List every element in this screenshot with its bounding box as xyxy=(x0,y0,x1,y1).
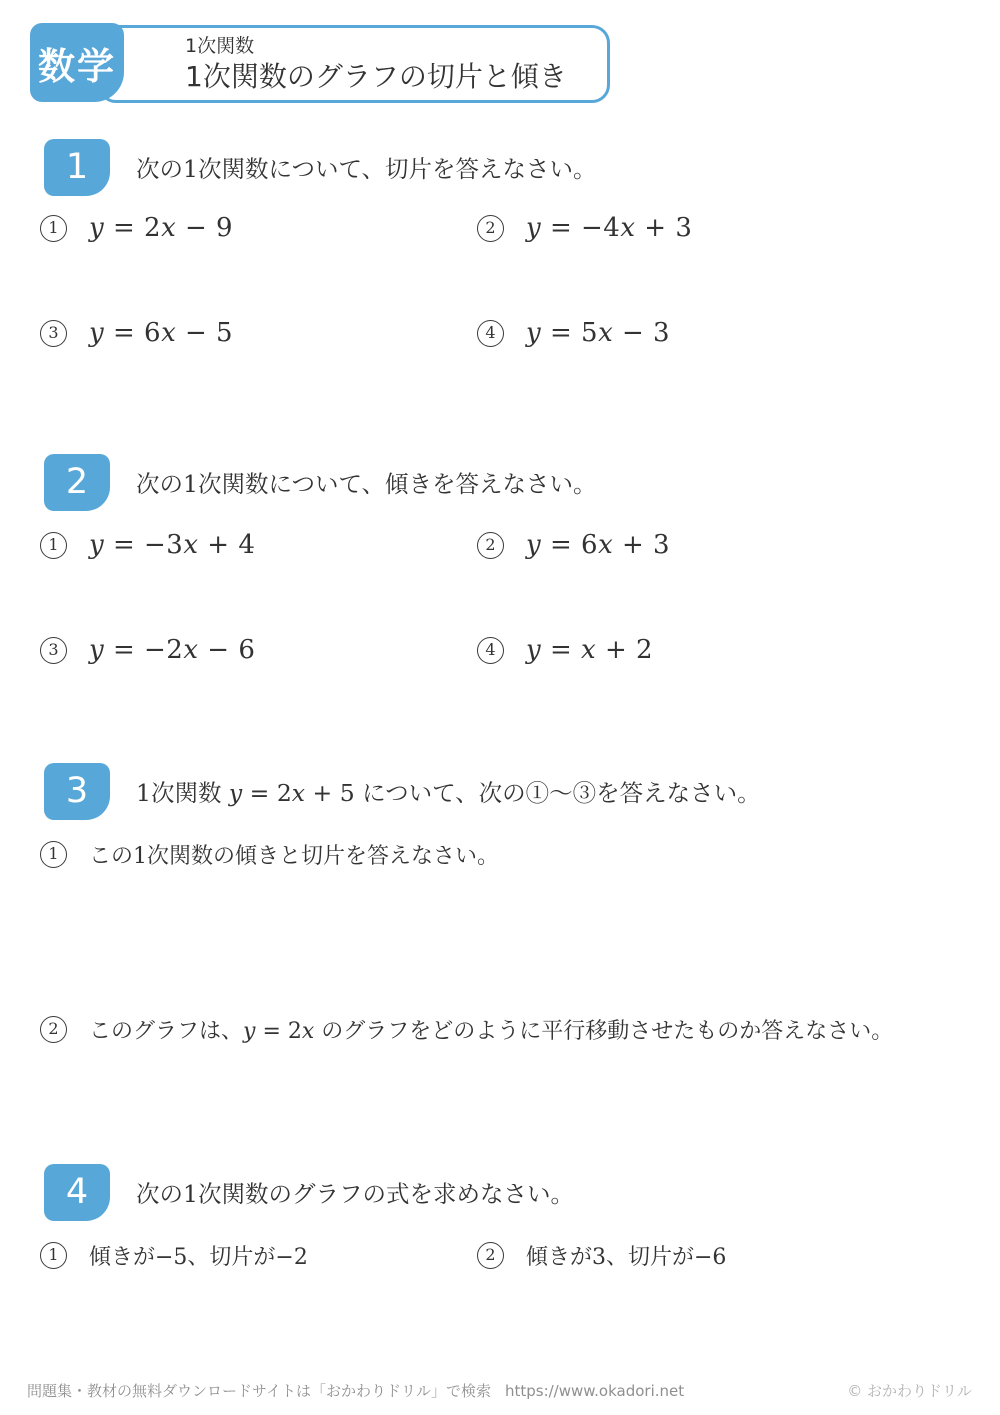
worksheet-title: 1次関数のグラフの切片と傾き xyxy=(185,59,567,93)
section-2-number-badge: 2 xyxy=(44,454,110,511)
question-text: 傾きが3、切片が−6 xyxy=(526,1244,727,1270)
section-4-number-badge: 4 xyxy=(44,1164,110,1221)
footer-url: https://www.okadori.net xyxy=(504,1382,685,1400)
title-box xyxy=(98,25,610,103)
section-3-item-2 xyxy=(40,1014,893,1044)
section-1-item-3 xyxy=(40,318,233,348)
section-1-item-4 xyxy=(477,318,670,348)
item-marker: 2 xyxy=(477,532,504,559)
item-marker: 3 xyxy=(40,637,67,664)
section-2-header xyxy=(44,453,597,511)
footer-site-note xyxy=(27,1380,684,1401)
section-2-item-3 xyxy=(40,635,255,665)
item-marker: 1 xyxy=(40,215,67,242)
equation: y = 6x + 3 xyxy=(526,530,671,560)
item-marker: 1 xyxy=(40,841,67,868)
item-marker: 4 xyxy=(477,320,504,347)
footer-copyright: © おかわりドリル xyxy=(847,1382,972,1400)
section-4-item-2 xyxy=(477,1240,726,1270)
item-marker: 3 xyxy=(40,320,67,347)
section-1-question: 次の1次関数について、切片を答えなさい。 xyxy=(136,155,597,183)
item-marker: 1 xyxy=(40,532,67,559)
section-2-item-4 xyxy=(477,635,653,665)
worksheet-category: 1次関数 xyxy=(185,35,255,57)
equation: y = −3x + 4 xyxy=(89,530,256,560)
section-1-item-2 xyxy=(477,213,692,243)
question-text: このグラフは、y = 2x のグラフをどのように平行移動させたものか答えなさい。 xyxy=(89,1018,894,1044)
section-3-header xyxy=(44,762,761,820)
subject-badge: 数学 xyxy=(30,23,124,102)
section-1-item-1 xyxy=(40,213,233,243)
equation: y = x + 2 xyxy=(526,635,654,665)
section-4-question: 次の1次関数のグラフの式を求めなさい。 xyxy=(136,1180,574,1208)
equation: y = 2x − 9 xyxy=(89,213,234,243)
section-1-header xyxy=(44,138,597,196)
section-3-question: 1次関数 y = 2x + 5 について、次の①～③を答えなさい。 xyxy=(136,779,761,807)
equation: y = 6x − 5 xyxy=(89,318,234,348)
question-text: この1次関数の傾きと切片を答えなさい。 xyxy=(89,843,499,869)
footer-text: 問題集・教材の無料ダウンロードサイトは「おかわりドリル」で検索 xyxy=(27,1382,491,1400)
section-3-number-badge: 3 xyxy=(44,763,110,820)
item-marker: 2 xyxy=(477,215,504,242)
equation: y = −4x + 3 xyxy=(526,213,693,243)
item-marker: 2 xyxy=(40,1016,67,1043)
section-1-number-badge: 1 xyxy=(44,139,110,196)
item-marker: 1 xyxy=(40,1242,67,1269)
item-marker: 4 xyxy=(477,637,504,664)
section-4-item-1 xyxy=(40,1240,308,1270)
section-2-question: 次の1次関数について、傾きを答えなさい。 xyxy=(136,470,597,498)
equation: y = −2x − 6 xyxy=(89,635,256,665)
section-2-item-2 xyxy=(477,530,670,560)
question-text: 傾きが−5、切片が−2 xyxy=(89,1244,308,1270)
section-2-item-1 xyxy=(40,530,255,560)
item-marker: 2 xyxy=(477,1242,504,1269)
section-3-item-1 xyxy=(40,839,499,869)
equation: y = 5x − 3 xyxy=(526,318,671,348)
section-4-header xyxy=(44,1163,574,1221)
